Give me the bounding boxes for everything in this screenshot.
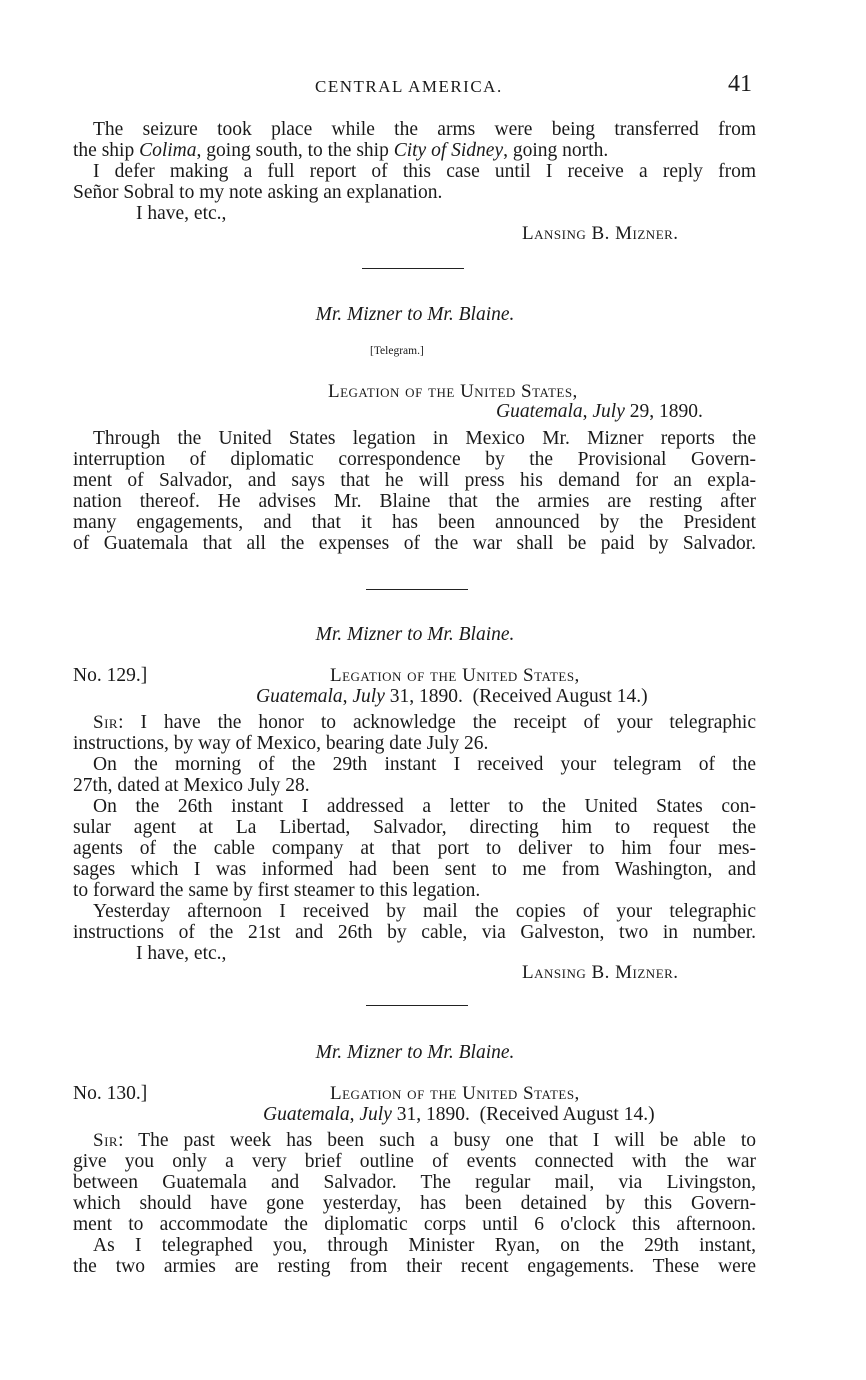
page-number: 41 bbox=[728, 71, 752, 97]
s1-p1-line2: the ship Colima, going south, to the ship City of Sidney, going north. bbox=[73, 140, 609, 161]
s1-closing: I have, etc., bbox=[136, 203, 227, 224]
s3-p3-line4: sages which I was informed had been sent to me from Washington, and bbox=[73, 859, 756, 880]
s4-p1-line4: which should have gone yesterday, has been detained by this Govern- bbox=[73, 1193, 756, 1214]
s3-closing: I have, etc., bbox=[136, 943, 227, 964]
s3-signature: Lansing B. Mizner. bbox=[522, 962, 679, 983]
s2-body-line4: nation thereof. He advises Mr. Blaine that the armies are resting after bbox=[73, 491, 756, 512]
s4-p1-line2: give you only a very brief outline of events connected with the war bbox=[73, 1151, 756, 1172]
s3-dateline2: Guatemala, July 31, 1890. (Received August 14.) bbox=[256, 686, 648, 707]
s3-p2-line2: 27th, dated at Mexico July 28. bbox=[73, 775, 310, 796]
s3-p1-line2: instructions, by way of Mexico, bearing date July 26. bbox=[73, 733, 489, 754]
s1-p2-line2: Señor Sobral to my note asking an explanation. bbox=[73, 182, 443, 203]
s2-body-line6: of Guatemala that all the expenses of the war shall be paid by Salvador. bbox=[73, 533, 756, 554]
s4-p2-line1: As I telegraphed you, through Minister Ryan, on the 29th instant, bbox=[93, 1235, 756, 1256]
s4-dateline2: Guatemala, July 31, 1890. (Received August 14.) bbox=[263, 1104, 655, 1125]
s3-p3-line3: agents of the cable company at that port to deliver to him four mes- bbox=[73, 838, 756, 859]
s2-body-line5: many engagements, and that it has been announced by the President bbox=[73, 512, 756, 533]
s2-dateline2: Guatemala, July 29, 1890. bbox=[496, 401, 703, 422]
s2-body-line1: Through the United States legation in Mexico Mr. Mizner reports the bbox=[93, 428, 756, 449]
s4-p2-line2: the two armies are resting from their recent engagements. These were bbox=[73, 1256, 756, 1277]
s3-p1-line1: Sir: I have the honor to acknowledge the receipt of your telegraphic bbox=[93, 712, 756, 733]
s4-p1-line1: Sir: The past week has been such a busy one that I will be able to bbox=[93, 1130, 756, 1151]
ship-colima: Colima bbox=[139, 140, 197, 161]
s2-heading: Mr. Mizner to Mr. Blaine. bbox=[315, 304, 515, 325]
s3-p2-line1: On the morning of the 29th instant I received your telegram of the bbox=[93, 754, 756, 775]
s4-despatch-number: No. 130.] bbox=[73, 1083, 148, 1104]
s4-p1-line5: ment to accommodate the diplomatic corps until 6 o'clock this afternoon. bbox=[73, 1214, 756, 1235]
s2-body-line3: ment of Salvador, and says that he will press his demand for an expla- bbox=[73, 470, 756, 491]
s3-p3-line1: On the 26th instant I addressed a letter to the United States con- bbox=[93, 796, 756, 817]
s3-dateline1: Legation of the United States, bbox=[330, 665, 580, 686]
section-divider bbox=[366, 1005, 468, 1006]
s4-dateline1: Legation of the United States, bbox=[330, 1083, 580, 1104]
section-divider bbox=[366, 589, 468, 590]
s4-heading: Mr. Mizner to Mr. Blaine. bbox=[315, 1042, 515, 1063]
s2-dateline1: Legation of the United States, bbox=[328, 381, 578, 402]
s3-p3-line2: sular agent at La Libertad, Salvador, directing him to request the bbox=[73, 817, 756, 838]
s1-p1-line1: The seizure took place while the arms were being transferred from bbox=[93, 119, 756, 140]
ship-city-of-sidney: City of Sidney bbox=[393, 140, 504, 161]
s1-p2-line1: I defer making a full report of this case until I receive a reply from bbox=[93, 161, 756, 182]
running-title: CENTRAL AMERICA. bbox=[315, 77, 503, 96]
section-divider bbox=[362, 268, 464, 269]
s4-p1-line3: between Guatemala and Salvador. The regular mail, via Livingston, bbox=[73, 1172, 756, 1193]
telegram-label: [Telegram.] bbox=[370, 345, 424, 357]
s2-body-line2: interruption of diplomatic correspondence by the Provisional Govern- bbox=[73, 449, 756, 470]
s3-p3-line5: to forward the same by first steamer to this legation. bbox=[73, 880, 481, 901]
s3-p4-line2: instructions of the 21st and 26th by cable, via Galveston, two in number. bbox=[73, 922, 756, 943]
s3-heading: Mr. Mizner to Mr. Blaine. bbox=[315, 624, 515, 645]
s1-signature: Lansing B. Mizner. bbox=[522, 223, 679, 244]
s3-p4-line1: Yesterday afternoon I received by mail the copies of your telegraphic bbox=[93, 901, 756, 922]
s3-despatch-number: No. 129.] bbox=[73, 665, 148, 686]
